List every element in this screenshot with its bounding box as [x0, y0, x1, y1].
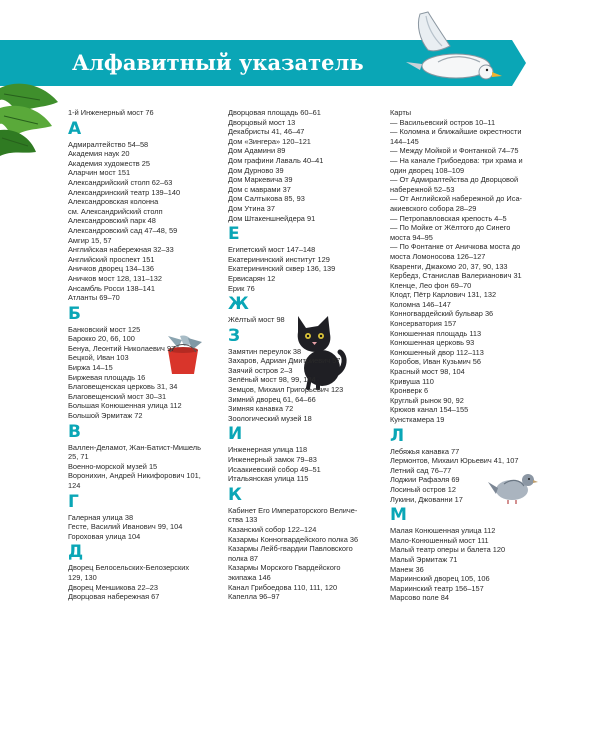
- index-entry: Кербедз, Станислав Валерианович 31: [390, 271, 522, 281]
- index-entry: Дом Штакеншнейдера 91: [228, 213, 316, 223]
- page-title: Алфавитный указатель: [72, 50, 364, 75]
- index-entry: Дворцовая набережная 67: [68, 592, 160, 602]
- index-entry: Малая Конюшенная улица 112: [390, 526, 496, 536]
- section-letter-heading: И: [228, 424, 243, 445]
- index-entry: Зимний дворец 61, 64–66: [228, 394, 316, 404]
- index-entry: Мариинский театр 156–157: [390, 583, 484, 593]
- index-entry: Благовещенская церковь 31, 34: [68, 382, 178, 392]
- index-entry: Банковский мост 125: [68, 324, 141, 334]
- index-entry: Лоджии Рафаэля 69: [390, 475, 460, 485]
- section-letter-heading: Г: [68, 491, 79, 512]
- index-entry: Крюков канал 154–155: [390, 405, 469, 415]
- index-entry: — Коломна и ближайшие окрестности: [390, 127, 522, 137]
- index-entry: Дом Дурново 39: [228, 165, 284, 175]
- index-entry: Лебяжья канавка 77: [390, 446, 460, 456]
- section-letter-heading: В: [68, 421, 81, 442]
- index-entry: — От Адмиралтейства до Дворцовой: [390, 175, 519, 185]
- index-entry: Лосиный остров 12: [390, 484, 456, 494]
- index-entry: Канал Грибоедова 110, 111, 120: [228, 582, 338, 592]
- index-entry: Малый Эрмитаж 71: [390, 554, 458, 564]
- index-entry: 25, 71: [68, 452, 89, 462]
- index-entry: 144–145: [390, 136, 419, 146]
- index-entry: Консерватория 157: [390, 319, 457, 329]
- index-entry: Зелёный мост 98, 99, 104: [228, 375, 316, 385]
- index-entry: Английская набережная 32–33: [68, 245, 174, 255]
- index-entry: Египетский мост 147–148: [228, 245, 316, 255]
- index-entry: Большая Конюшенная улица 112: [68, 401, 182, 411]
- index-entry: Кленце, Лео фон 69–70: [390, 280, 472, 290]
- index-entry: Заячий остров 2–3: [228, 365, 293, 375]
- index-entry: Атланты 69–70: [68, 293, 120, 303]
- tree-leaves-illustration: [0, 78, 62, 158]
- index-entry: Манеж 36: [390, 564, 424, 574]
- index-entry: Александровский парк 48: [68, 216, 156, 226]
- section-letter-heading: М: [390, 505, 407, 526]
- index-entry: Замятин переулок 38: [228, 346, 302, 356]
- section-letter-heading: Д: [68, 542, 84, 563]
- index-entry: Ерик 76: [228, 283, 255, 293]
- index-entry: Круглый рынок 90, 92: [390, 395, 464, 405]
- index-entry: Карты: [390, 108, 412, 117]
- index-entry: Академия наук 20: [68, 149, 130, 159]
- index-entry: набережной 52–53: [390, 184, 455, 194]
- section-letter-heading: Е: [228, 224, 240, 245]
- index-entry: Александринский театр 139–140: [68, 187, 181, 197]
- index-entry: акиевского собора 28–29: [390, 203, 477, 213]
- index-entry: Барокко 20, 66, 100: [68, 334, 135, 344]
- index-entry: Конюшенный двор 112–113: [390, 347, 484, 357]
- index-entry: Зоологический музей 18: [228, 413, 312, 423]
- index-entry: Мало-Конюшенный мост 111: [390, 535, 489, 545]
- index-entry: Дом Утина 37: [228, 203, 276, 213]
- index-entry: — На канале Грибоедова: три храма и: [390, 155, 523, 165]
- index-entry: Воронихин, Андрей Никифорович 101,: [68, 471, 201, 481]
- index-column-3: [390, 108, 560, 603]
- index-entry: моста 94–95: [390, 232, 433, 242]
- index-entry: Конюшенная площадь 113: [390, 328, 482, 338]
- index-entry: Коломна 146–147: [390, 299, 451, 309]
- index-entry: один дворец 108–109: [390, 165, 465, 175]
- index-entry: Академия художеств 25: [68, 158, 150, 168]
- index-entry: Дворец Меншикова 22–23: [68, 582, 158, 592]
- seagull-illustration: [398, 6, 502, 96]
- index-entry: Конюшенная церковь 93: [390, 338, 475, 348]
- index-entry: 1-й Инженерный мост 76: [68, 108, 154, 117]
- index-entry: Амгир 15, 57: [68, 235, 112, 245]
- index-entry: Захаров, Адриан Дмитриевич 57: [228, 356, 341, 366]
- index-entry: Кваренги, Джакомо 20, 37, 90, 133: [390, 261, 508, 271]
- index-entry: Инженерная улица 118: [228, 445, 308, 455]
- index-entry: Кривуша 110: [390, 376, 434, 386]
- index-entry: Малый театр оперы и балета 120: [390, 545, 506, 555]
- index-entry: — Между Мойкой и Фонтанкой 74–75: [390, 146, 519, 156]
- index-entry: Гесте, Василий Иванович 99, 104: [68, 522, 183, 532]
- index-entry: Дом с маврами 37: [228, 184, 291, 194]
- index-entry: Биржа 14–15: [68, 363, 113, 373]
- index-entry: Кронверк 6: [390, 386, 429, 396]
- index-entry: Ансамбль Росси 138–141: [68, 283, 155, 293]
- index-entry: Дом Адамини 89: [228, 146, 286, 156]
- index-entry: Бенуа, Леонтий Николаевич 97: [68, 343, 176, 353]
- index-entry: моста Ломоносова 126–127: [390, 251, 486, 261]
- index-entry: Александрийский столп 62–63: [68, 177, 173, 187]
- index-entry: — По Фонтанке от Аничкова моста до: [390, 242, 521, 252]
- index-entry: Военно-морской музей 15: [68, 461, 158, 471]
- index-entry: Большой Эрмитаж 72: [68, 411, 143, 421]
- index-entry: Ервисарян 12: [228, 273, 276, 283]
- index-entry: Аларчин мост 151: [68, 168, 131, 178]
- index-entry: Дом Салтыкова 85, 93: [228, 194, 305, 204]
- index-entry: Александровская колонна: [68, 197, 159, 207]
- index-entry: Дворец Белосельских-Белозерских: [68, 563, 190, 573]
- index-entry: — По Мойке от Жёлтого до Синего: [390, 223, 511, 233]
- index-entry: Земцов, Михаил Григорьевич 123: [228, 385, 344, 395]
- index-entry: Капелла 96–97: [228, 592, 280, 602]
- index-entry: Екатерининский сквер 136, 139: [228, 264, 336, 274]
- index-entry: Адмиралтейство 54–58: [68, 139, 149, 149]
- index-entry: Зимняя канавка 72: [228, 404, 294, 414]
- index-entry: Мариинский дворец 105, 106: [390, 574, 490, 584]
- index-entry: Клодт, Пётр Карлович 131, 132: [390, 290, 497, 300]
- index-entry: — Васильевский остров 10–11: [390, 117, 496, 127]
- section-letter-heading: А: [68, 118, 82, 139]
- index-entry: Дворцовый мост 13: [228, 117, 296, 127]
- index-entry: Екатерининский институт 129: [228, 254, 330, 264]
- index-entry: Аничков дворец 134–136: [68, 264, 154, 274]
- section-letter-heading: Б: [68, 303, 81, 324]
- index-entry: — Петропавловская крепость 4–5: [390, 213, 507, 223]
- index-entry: Галерная улица 38: [68, 512, 134, 522]
- index-entry: Казармы Морского Гвардейского: [228, 563, 341, 573]
- index-entry: Английский проспект 151: [68, 254, 155, 264]
- index-entry: экипажа 146: [228, 572, 271, 582]
- index-entry: Биржевая площадь 16: [68, 372, 146, 382]
- index-entry: Марсово поле 84: [390, 593, 450, 603]
- index-entry: Аничков мост 128, 131–132: [68, 273, 162, 283]
- index-entry: Дом графини Лаваль 40–41: [228, 155, 324, 165]
- index-entry: Инженерный замок 79–83: [228, 455, 317, 465]
- index-entry: Декабристы 41, 46–47: [228, 127, 305, 137]
- index-entry: Лермонтов, Михаил Юрьевич 41, 107: [390, 456, 519, 466]
- index-entry: ства 133: [228, 515, 258, 525]
- index-entry: Дом Маркевича 39: [228, 175, 293, 185]
- index-entry: Жёлтый мост 98: [228, 315, 285, 325]
- index-entry: Дом «Зингера» 120–121: [228, 136, 311, 146]
- index-entry: — От Английской набережной до Иса-: [390, 194, 523, 204]
- index-column-2: [228, 108, 398, 602]
- index-entry: Казармы Лейб-гвардии Павловского: [228, 544, 353, 554]
- index-entry: Дворцовая площадь 60–61: [228, 108, 321, 117]
- index-entry: Казармы Конногвардейского полка 36: [228, 534, 359, 544]
- section-letter-heading: З: [228, 325, 241, 346]
- index-entry: Казанский собор 122–124: [228, 525, 317, 534]
- index-entry: Коробов, Иван Кузьмич 56: [390, 357, 481, 367]
- index-entry: Красный мост 98, 104: [390, 367, 465, 377]
- index-entry: Кунсткамера 19: [390, 415, 445, 424]
- index-entry: 129, 130: [68, 572, 97, 582]
- index-column-1: [68, 108, 238, 602]
- index-entry: Гороховая улица 104: [68, 531, 141, 541]
- section-letter-heading: К: [228, 484, 242, 505]
- section-letter-heading: Ж: [228, 294, 249, 315]
- index-entry: Валлен-Деламот, Жан-Батист-Мишель: [68, 442, 201, 452]
- index-entry: Кабинет Его Императорского Величе-: [228, 505, 358, 515]
- index-entry: Исаакиевский собор 49–51: [228, 464, 321, 474]
- index-entry: Александровский сад 47–48, 59: [68, 225, 178, 235]
- index-entry: Летний сад 76–77: [390, 465, 452, 475]
- index-entry: Благовещенский мост 30–31: [68, 391, 167, 401]
- section-letter-heading: Л: [390, 425, 405, 446]
- index-entry: 124: [68, 481, 81, 490]
- index-entry: Лукини, Джованни 17: [390, 494, 463, 504]
- index-entry: Итальянская улица 115: [228, 474, 309, 484]
- index-entry: Бецкой, Иван 103: [68, 353, 129, 363]
- index-entry: Конногвардейский бульвар 36: [390, 309, 494, 319]
- index-entry: полка 87: [228, 553, 259, 563]
- index-entry: см. Александрийский столп: [68, 206, 163, 216]
